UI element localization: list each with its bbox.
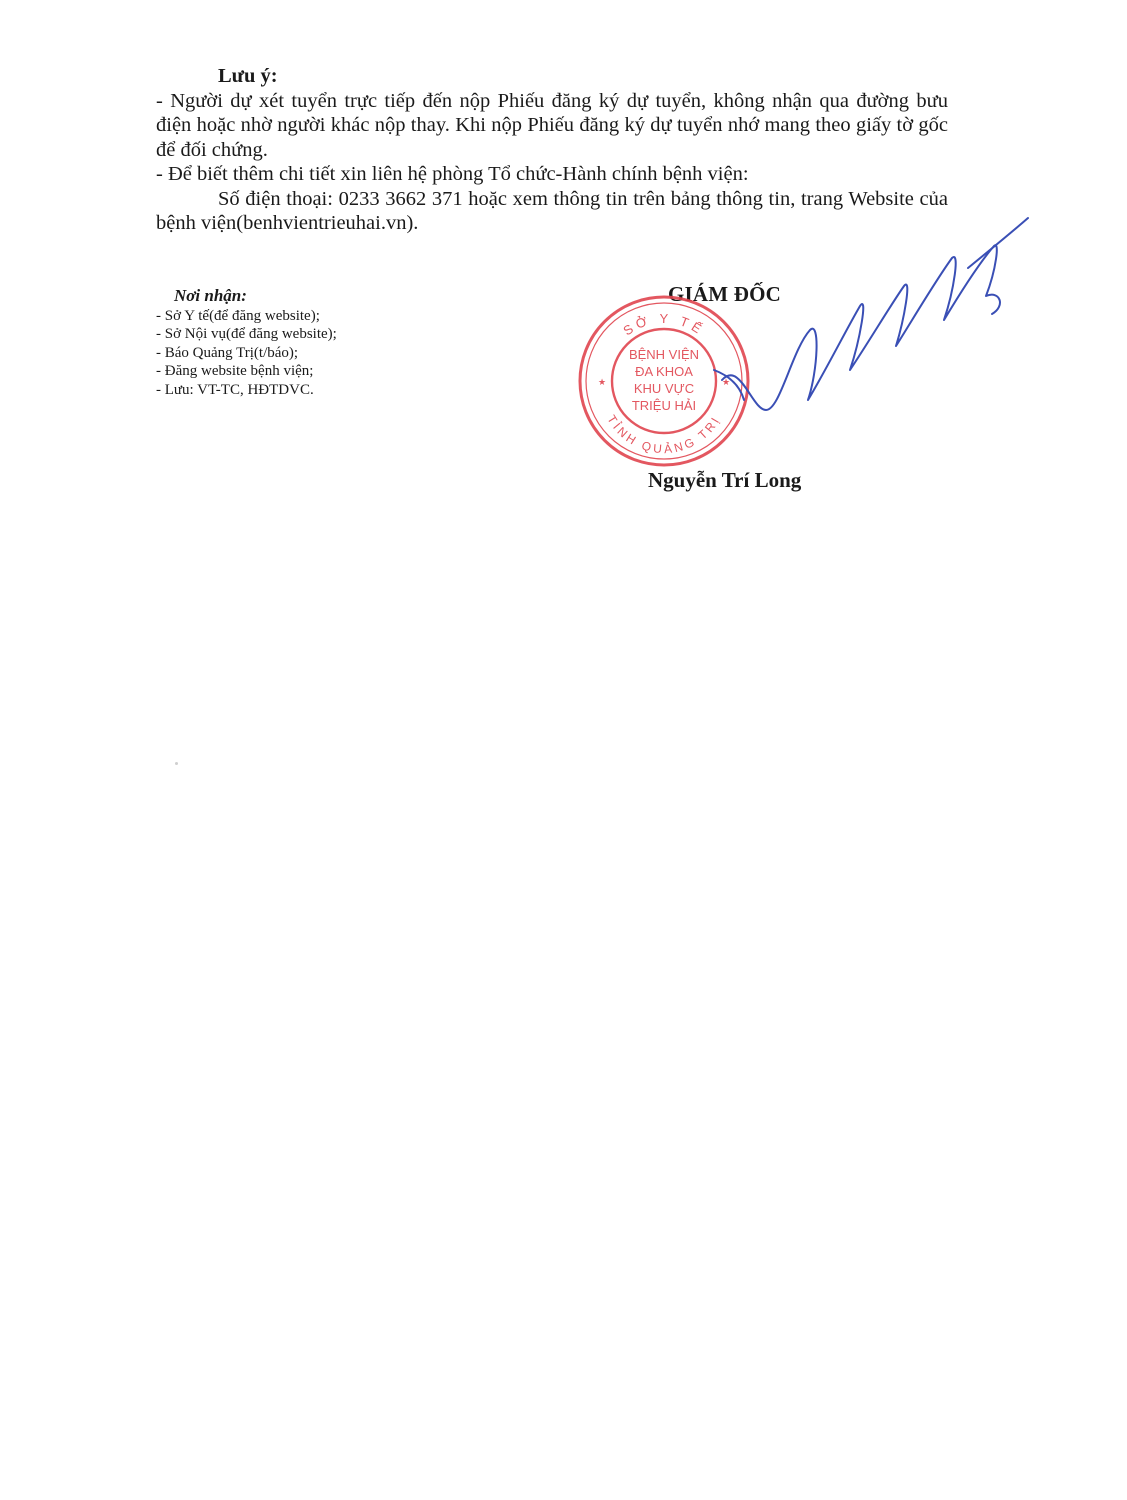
recipient-item: - Báo Quảng Trị(t/báo); bbox=[156, 344, 299, 361]
recipient-item: - Lưu: VT-TC, HĐTDVC. bbox=[156, 381, 314, 398]
handwritten-signature bbox=[700, 210, 1030, 440]
svg-text:SỞ Y TẾ bbox=[620, 311, 707, 339]
stamp-line-2: ĐA KHOA bbox=[635, 364, 693, 379]
signer-title: GIÁM ĐỐC bbox=[668, 282, 782, 306]
recipient-item: - Sở Nội vụ(để đăng website); bbox=[156, 326, 337, 343]
recipients-list bbox=[156, 307, 486, 400]
note-paragraph-phone: Số điện thoại: 0233 3662 371 hoặc xem thông tin trên bảng thông tin, trang Website của bệnh viện(benhvientrieuhai.vn). bbox=[156, 187, 948, 234]
stamp-line-4: TRIỆU HẢI bbox=[631, 398, 697, 413]
star-icon: ★ bbox=[598, 378, 607, 388]
recipients-section bbox=[156, 287, 486, 400]
stamp-line-1: BỆNH VIỆN bbox=[628, 347, 700, 362]
scan-speck bbox=[175, 762, 178, 765]
stamp-ring-top-text: SỞ Y TẾ bbox=[620, 310, 708, 339]
recipients-title: Nơi nhận: bbox=[174, 286, 247, 305]
recipient-item: - Sở Y tế(để đăng website); bbox=[156, 307, 320, 324]
stamp-line-3: KHU VỰC bbox=[633, 381, 695, 396]
star-icon: ★ bbox=[722, 378, 731, 388]
signer-name: Nguyễn Trí Long bbox=[648, 468, 802, 492]
note-paragraph-contact: - Để biết thêm chi tiết xin liên hệ phòng Tổ chức-Hành chính bệnh viện: bbox=[156, 163, 749, 185]
note-paragraph-submission: - Người dự xét tuyển trực tiếp đến nộp Phiếu đăng ký dự tuyển, không nhận qua đường bưu điện hoặc nhờ người khác nộp thay. Khi nộp Phiếu đăng ký dự tuyển nhớ mang theo giấy tờ gốc để đối chứng. bbox=[156, 89, 948, 161]
note-title: Lưu ý: bbox=[218, 65, 278, 87]
stamp-ring-bottom-text: TỈNH QUẢNG TRỊ bbox=[604, 412, 724, 457]
recipient-item: - Đăng website bệnh viện; bbox=[156, 363, 314, 380]
